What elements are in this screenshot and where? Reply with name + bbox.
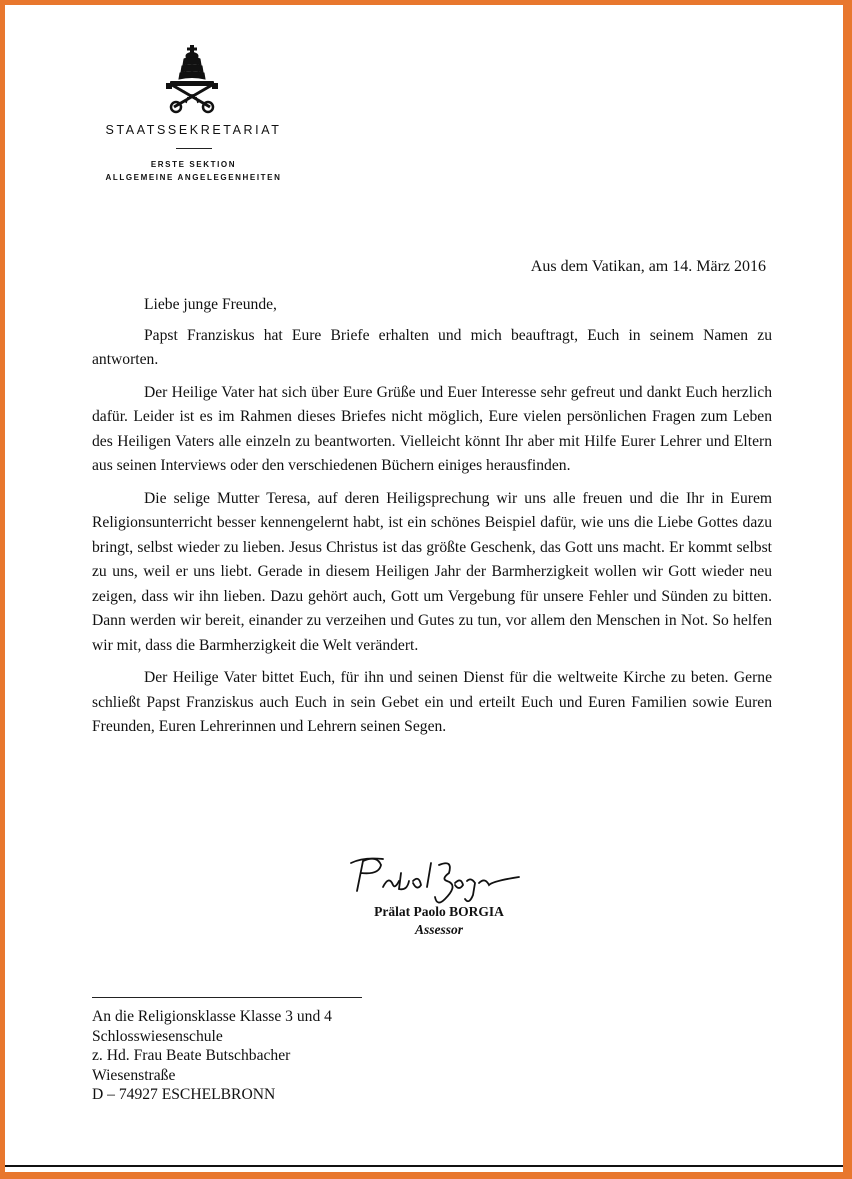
organization-name: STAATSSEKRETARIAT — [105, 123, 282, 137]
letter-body — [92, 293, 772, 748]
paragraph-1: Papst Franziskus hat Eure Briefe erhalten und mich beauftragt, Euch in seinem Namen zu antworten. — [92, 326, 772, 368]
address-line: D – 74927 ESCHELBRONN — [92, 1086, 276, 1103]
department-name: ALLGEMEINE ANGELEGENHEITEN — [105, 173, 282, 182]
salutation: Liebe junge Freunde, — [144, 296, 277, 313]
date-line: Aus dem Vatikan, am 14. März 2016 — [530, 258, 766, 275]
address-line: An die Religionsklasse Klasse 3 und 4 — [92, 1008, 332, 1025]
letter-page — [5, 5, 843, 1172]
letterhead — [81, 123, 306, 184]
page-bottom-rule — [5, 1165, 843, 1167]
paragraph-4: Der Heilige Vater bittet Euch, für ihn und seinen Dienst für die weltweite Kirche zu beten. Gerne schließt Papst Franziskus auch Euch in sein Gebet ein und erteilt Euch und Euren Familien sowie Euren Freunden, Euren Lehrerinnen und Lehrern seinen Segen. — [92, 669, 772, 735]
signer-name: Prälat Paolo BORGIA — [374, 904, 504, 919]
handwritten-signature — [343, 851, 523, 911]
paragraph-3: Die selige Mutter Teresa, auf deren Heiligsprechung wir uns alle freuen und die Ihr in Eurem Religionsunterricht besser kennengelernt habt, ist ein schönes Beispiel dafür, wie uns die Liebe Gottes dazu bringt, selbst wieder zu lieben. Jesus Christus ist das größte Geschenk, das Gott uns macht. Er kommt selbst zu uns, weil er uns liebt. Gerade in diesem Heiligen Jahr der Barmherzigkeit wollen wir Gott wieder neu zeigen, dass wir ihn lieben. Dazu gehört auch, Gott um Vergebung für unsere Fehler und Sünden zu bitten. Dann werden wir bereit, einander zu verzeihen und Gutes zu tun, vor allem den Menschen in Not. So helfen wir mit, dass die Barmherzigkeit die Welt verändert. — [92, 489, 772, 654]
signer-title: Assessor — [414, 922, 463, 937]
letterhead-divider — [176, 148, 212, 149]
address-line: Schlosswiesenschule — [92, 1027, 223, 1045]
papal-crest-icon — [162, 45, 222, 115]
address-line: Wiesenstraße — [92, 1066, 176, 1084]
signer-block — [365, 903, 513, 939]
address-line: z. Hd. Frau Beate Butschbacher — [92, 1047, 291, 1064]
paragraph-2: Der Heilige Vater hat sich über Eure Grüße und Euer Interesse sehr gefreut und dankt Euch herzlich dafür. Leider ist es im Rahmen dieses Briefes nicht möglich, Eure vielen persönlichen Fragen zum Leben des Heiligen Vaters alle einzeln zu beantworten. Vielleicht könnt Ihr aber mit Hilfe Eurer Lehrer und Eltern aus seinen Interviews oder den verschiedenen Büchern einiges herausfinden. — [92, 383, 772, 474]
section-name: ERSTE SEKTION — [150, 160, 237, 169]
recipient-address — [92, 1007, 332, 1105]
address-divider — [92, 997, 362, 998]
